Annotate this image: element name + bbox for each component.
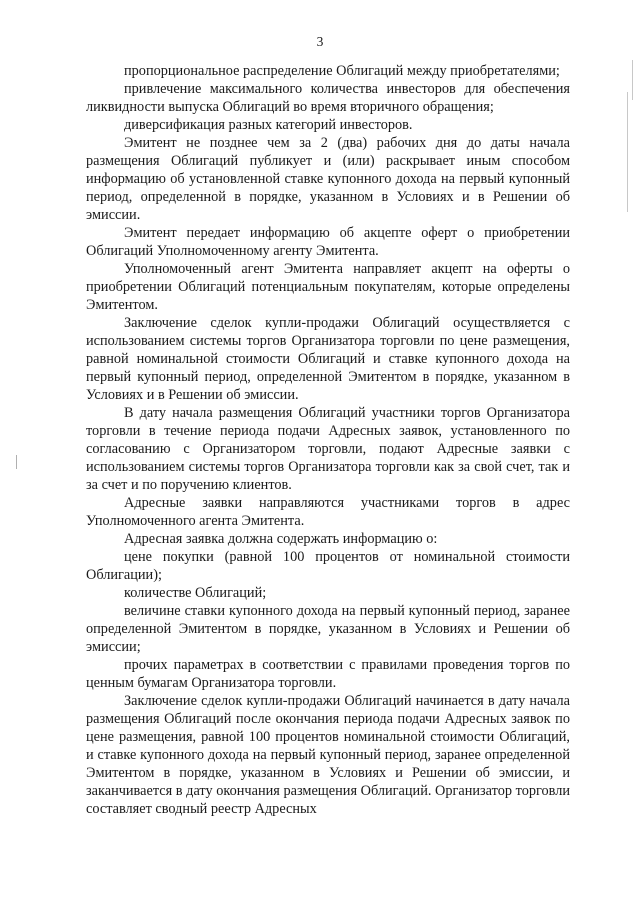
paragraph: Эмитент передает информацию об акцепте оферт о приобретении Облигаций Уполномоченному агенту Эмитента.: [86, 225, 570, 259]
paragraph: цене покупки (равной 100 процентов от номинальной стоимости Облигации);: [86, 549, 570, 583]
paragraph: привлечение максимального количества инвесторов для обеспечения ликвидности выпуска Облигаций во время вторичного обращения;: [86, 81, 570, 115]
paragraph: Адресная заявка должна содержать информацию о:: [124, 531, 438, 547]
paragraph: Адресные заявки направляются участниками торгов в адрес Уполномоченного агента Эмитента.: [86, 495, 570, 529]
paragraph: Уполномоченный агент Эмитента направляет акцепт на оферты о приобретении Облигаций потенциальным покупателям, которые определены Эмитентом.: [86, 261, 570, 313]
paragraph: величине ставки купонного дохода на первый купонный период, заранее определенной Эмитентом в порядке, указанном в Условиях и Решении об эмиссии;: [86, 603, 570, 655]
document-body: [86, 62, 570, 818]
scan-artifact-line: [16, 455, 17, 469]
paragraph: пропорциональное распределение Облигаций между приобретателями;: [124, 63, 560, 79]
paragraph: Заключение сделок купли-продажи Облигаций начинается в дату начала размещения Облигаций после окончания периода подачи Адресных заявок по цене размещения, равной 100 процентов номинальной стоимости Облигаций, и ставке купонного дохода на первый купонный период, заранее определенной Эмитентом в порядке, указанном в Условиях и Решении об эмиссии, и заканчивается в дату окончания размещения Облигаций. Организатор торговли составляет сводный реестр Адресных: [86, 693, 570, 817]
page-number: 3: [316, 34, 324, 49]
paragraph: Заключение сделок купли-продажи Облигаций осуществляется с использованием системы торгов Организатора торговли по цене размещения, равной номинальной стоимости Облигаций и ставке купонного дохода на первый купонный период, определенной Эмитентом в порядке, указанном в Условиях и в Решении об эмиссии.: [86, 315, 570, 403]
paragraph: Эмитент не позднее чем за 2 (два) рабочих дня до даты начала размещения Облигаций публикует и (или) раскрывает иным способом информацию об установленной ставке купонного дохода на первый купонный период, определенной в порядке, указанном в Условиях и в Решении об эмиссии.: [86, 135, 570, 223]
paragraph: диверсификация разных категорий инвесторов.: [124, 117, 413, 133]
scan-artifact-line: [627, 92, 628, 212]
paragraph: В дату начала размещения Облигаций участники торгов Организатора торговли в течение периода подачи Адресных заявок, установленного по согласованию с Организатором торговли, подают Адресные заявки с использованием системы торгов Организатора торговли как за свой счет, так и за счет и по поручению клиентов.: [86, 405, 570, 493]
scan-artifact-line: [632, 60, 633, 100]
paragraph: количестве Облигаций;: [124, 585, 267, 601]
paragraph: прочих параметрах в соответствии с правилами проведения торгов по ценным бумагам Организатора торговли.: [86, 657, 570, 691]
